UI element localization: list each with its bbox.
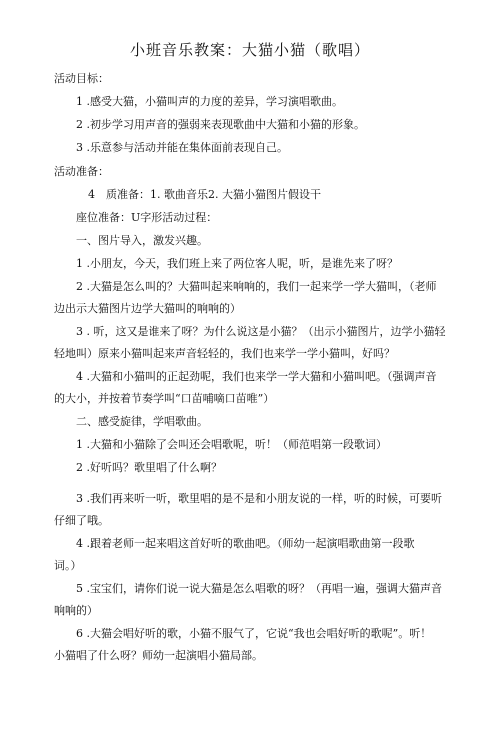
prep-material: 4 质准备：1. 歌曲音乐2. 大猫小猫图片假设干 (88, 188, 321, 201)
paragraph-line: 小猫唱了什么呀？师幼一起演唱小猫局部。 (54, 649, 263, 662)
paragraph-line: 词。） (54, 559, 82, 572)
paragraph-line: 5 .宝宝们，请你们说一说大猫是怎么唱歌的呀？（再唱一遍，强调大猫声音 (76, 582, 442, 595)
section-heading: 二、感受旋律，学唱歌曲。 (76, 415, 208, 428)
paragraph-line: 2 .好听吗？歌里唱了什么啊？ (76, 461, 222, 474)
paragraph-line: 的大小，并按着节奏学叫“口苗哺嘀口苗唯”） (54, 392, 275, 405)
paragraph-line: 6 .大猫会唱好听的歌，小猫不服气了，它说“我也会唱好听的歌呢”。听！ (76, 627, 432, 640)
paragraph-line: 仔细了哦。 (54, 514, 109, 527)
paragraph-line: 轻地叫）原来小猫叫起来声音轻轻的，我们也来学一学小猫叫，好吗？ (54, 347, 395, 360)
paragraph-line: 边出示大猫图片边学大猫叫的响响的） (54, 302, 241, 315)
paragraph-line: 3 .我们再来听一听，歌里唱的是不是和小朋友说的一样，听的时候，可要听 (76, 492, 442, 505)
page-title: 小班音乐教案：大猫小猫（歌唱） (129, 41, 370, 59)
goal-item: 2 .初步学习用声音的强弱来表现歌曲中大猫和小猫的形象。 (76, 118, 365, 131)
paragraph-line: 响响的） (54, 604, 98, 617)
paragraph-line: 3 . 听，这又是谁来了呀？为什么说这是小猫？（出示小猫图片，边学小猫轻 (76, 325, 446, 338)
paragraph-line: 1 .大猫和小猫除了会叫还会唱歌呢，听！（师范唱第一段歌词） (76, 438, 387, 451)
section-heading: 一、图片导入，激发兴趣。 (76, 234, 208, 247)
paragraph-line: 4 .跟着老师一起来唱这首好听的歌曲吧。（师幼一起演唱歌曲第一段歌 (76, 537, 415, 550)
paragraph-line: 4 .大猫和小猫叫的正起劲呢，我们也来学一学大猫和小猫叫吧。（强调声音 (76, 370, 437, 383)
prep-seat: 座位准备：U字形活动过程： (76, 211, 218, 224)
goals-heading: 活动目标： (54, 72, 109, 85)
goal-item: 1 .感受大猫，小猫叫声的力度的差异，学习演唱歌曲。 (76, 95, 343, 108)
paragraph-line: 1 .小朋友，今天，我们班上来了两位客人呢，听，是谁先来了呀？ (76, 257, 398, 270)
goal-item: 3 .乐意参与活动并能在集体面前表现自己。 (76, 141, 288, 154)
paragraph-line: 2 .大猫是怎么叫的？大猫叫起来响响的，我们一起来学一学大猫叫，（老师 (76, 280, 437, 293)
prep-heading: 活动准备： (54, 165, 109, 178)
